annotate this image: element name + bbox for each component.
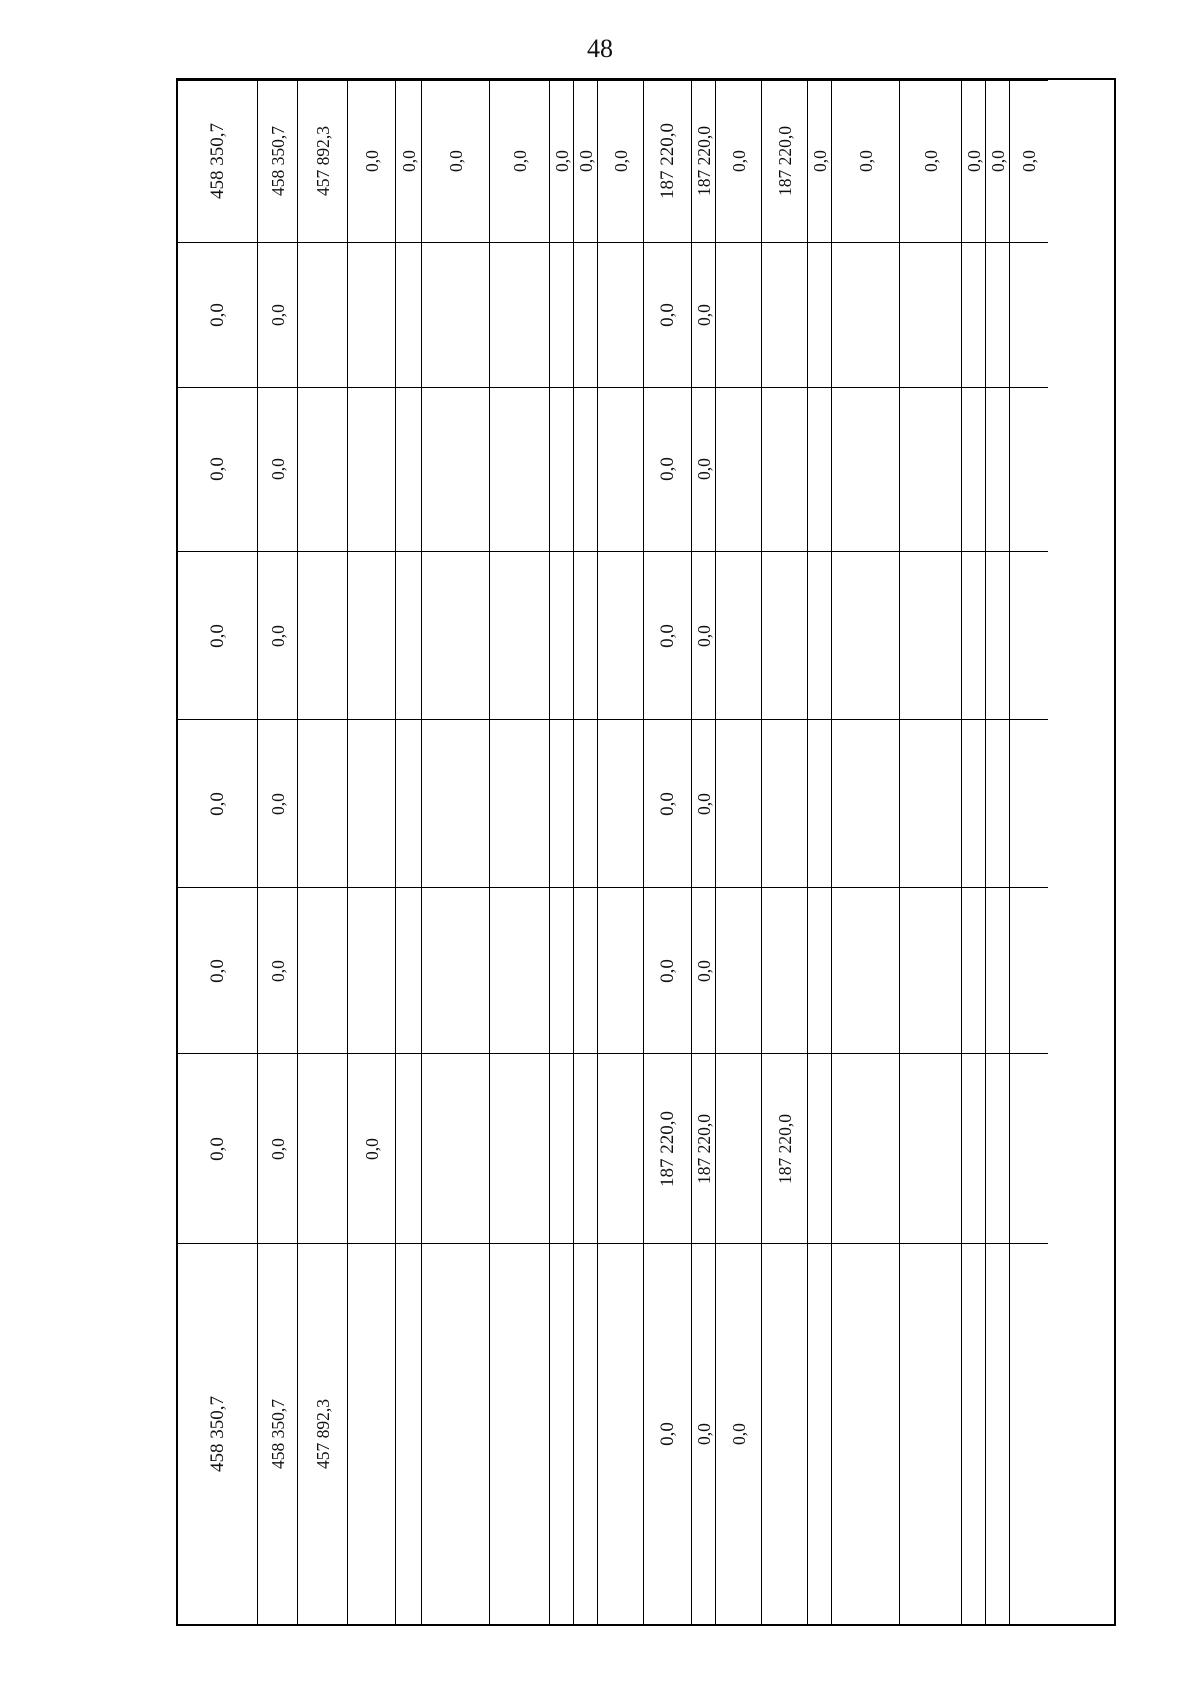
value-cell — [716, 887, 761, 1054]
value-cell-total — [598, 80, 643, 242]
value-cell — [1010, 887, 1048, 1054]
table-row — [716, 80, 762, 1624]
table-row — [348, 80, 396, 1624]
value-cell — [598, 887, 643, 1054]
value-cell — [808, 387, 831, 551]
value-cell — [900, 551, 961, 720]
value-text: 0,0 — [267, 959, 288, 982]
value-cell — [1010, 387, 1048, 551]
value-text: 0,0 — [267, 303, 288, 326]
value-cell — [396, 242, 421, 388]
table-row — [422, 80, 490, 1624]
value-text: 0,0 — [267, 1137, 288, 1160]
value-cell — [762, 719, 807, 887]
value-cell — [574, 551, 597, 720]
value-cell — [1010, 1053, 1048, 1243]
value-cell — [692, 719, 715, 887]
value-text: 0,0 — [963, 150, 984, 173]
value-cell — [716, 1053, 761, 1243]
value-cell — [808, 719, 831, 887]
value-cell — [396, 387, 421, 551]
value-cell-total — [1010, 80, 1048, 242]
value-cell — [900, 242, 961, 388]
value-cell — [598, 1053, 643, 1243]
page-number: 48 — [587, 34, 613, 63]
value-cell-total — [762, 80, 807, 242]
value-cell — [298, 1053, 347, 1243]
value-cell — [808, 1243, 831, 1624]
value-cell — [762, 1243, 807, 1624]
value-cell-total — [716, 80, 761, 242]
value-cell — [832, 887, 899, 1054]
value-cell — [986, 719, 1009, 887]
value-cell — [298, 242, 347, 388]
value-cell — [490, 887, 549, 1054]
value-text: 0,0 — [206, 303, 228, 327]
value-text: 0,0 — [656, 457, 678, 482]
value-cell — [962, 551, 985, 720]
value-cell — [692, 887, 715, 1054]
value-text: 187 220,0 — [774, 126, 795, 197]
value-cell — [490, 1053, 549, 1243]
value-text: 458 350,7 — [267, 1398, 288, 1469]
value-cell-total — [348, 80, 395, 242]
value-cell — [258, 387, 297, 551]
value-text: 0,0 — [206, 623, 228, 648]
value-cell — [900, 887, 961, 1054]
value-text: 0,0 — [809, 150, 830, 173]
table-row — [808, 80, 832, 1624]
value-text: 0,0 — [656, 1422, 678, 1446]
value-cell — [762, 387, 807, 551]
value-cell-total — [962, 80, 985, 242]
value-cell — [258, 242, 297, 388]
value-cell — [692, 1243, 715, 1624]
value-text: 187 220,0 — [774, 1113, 795, 1184]
value-cell — [422, 887, 489, 1054]
value-cell — [962, 719, 985, 887]
value-cell — [900, 1053, 961, 1243]
value-cell — [574, 1053, 597, 1243]
value-cell-total — [258, 80, 297, 242]
value-text: 0,0 — [693, 303, 714, 326]
value-cell — [1010, 719, 1048, 887]
value-text: 187 220,0 — [693, 1113, 714, 1184]
value-cell-total — [692, 80, 715, 242]
value-cell — [422, 551, 489, 720]
value-cell — [348, 551, 395, 720]
value-cell — [808, 242, 831, 388]
value-cell — [832, 719, 899, 887]
value-cell — [298, 387, 347, 551]
value-cell — [490, 551, 549, 720]
value-cell — [422, 387, 489, 551]
value-text: 0,0 — [1018, 150, 1039, 173]
value-cell — [986, 1243, 1009, 1624]
value-cell — [490, 1243, 549, 1624]
table-row — [396, 80, 422, 1624]
value-cell — [832, 1053, 899, 1243]
value-cell — [962, 387, 985, 551]
value-cell — [1010, 1243, 1048, 1624]
value-cell — [550, 387, 573, 551]
value-cell — [550, 719, 573, 887]
value-text: 458 350,7 — [206, 1395, 228, 1472]
value-cell — [396, 551, 421, 720]
table-row — [258, 80, 298, 1624]
value-cell — [962, 242, 985, 388]
value-cell — [574, 719, 597, 887]
table-row — [900, 80, 962, 1624]
value-cell — [692, 242, 715, 388]
value-text: 0,0 — [206, 958, 228, 983]
value-cell — [178, 242, 257, 388]
value-cell — [574, 887, 597, 1054]
value-text: 457 892,3 — [312, 1398, 333, 1469]
value-cell — [692, 551, 715, 720]
value-cell — [598, 387, 643, 551]
value-cell — [598, 1243, 643, 1624]
value-cell — [396, 887, 421, 1054]
value-text: 187 220,0 — [693, 126, 714, 197]
value-text: 0,0 — [920, 150, 941, 173]
value-text: 0,0 — [575, 150, 596, 173]
value-cell — [422, 1053, 489, 1243]
value-cell — [808, 551, 831, 720]
value-cell — [574, 387, 597, 551]
value-cell — [550, 887, 573, 1054]
value-text: 0,0 — [445, 150, 466, 173]
value-cell — [348, 719, 395, 887]
value-cell — [986, 887, 1009, 1054]
value-cell — [298, 887, 347, 1054]
value-cell-total — [396, 80, 421, 242]
value-cell-total — [644, 80, 691, 242]
value-cell — [644, 1243, 691, 1624]
value-cell-total — [808, 80, 831, 242]
value-cell — [348, 1053, 395, 1243]
value-cell — [348, 887, 395, 1054]
value-cell — [178, 1053, 257, 1243]
value-text: 187 220,0 — [656, 123, 678, 200]
value-cell — [258, 1243, 297, 1624]
value-text: 0,0 — [267, 458, 288, 481]
value-cell — [178, 1243, 257, 1624]
value-text: 0,0 — [361, 150, 382, 173]
value-text: 0,0 — [656, 623, 678, 648]
value-text: 0,0 — [656, 791, 678, 816]
table-row — [598, 80, 644, 1624]
value-cell-total — [986, 80, 1009, 242]
value-text: 0,0 — [656, 303, 678, 327]
value-cell — [490, 387, 549, 551]
value-cell — [986, 242, 1009, 388]
value-cell — [550, 1053, 573, 1243]
value-text: 0,0 — [610, 150, 631, 173]
value-cell — [490, 719, 549, 887]
table-row — [962, 80, 986, 1624]
value-cell — [962, 1243, 985, 1624]
value-cell — [258, 551, 297, 720]
value-text: 0,0 — [693, 624, 714, 647]
value-cell — [550, 551, 573, 720]
value-text: 0,0 — [551, 150, 572, 173]
value-cell — [692, 1053, 715, 1243]
value-cell — [692, 387, 715, 551]
value-cell — [178, 719, 257, 887]
value-text: 457 892,3 — [312, 126, 333, 197]
table-row — [1010, 80, 1048, 1624]
value-cell — [644, 551, 691, 720]
value-cell-total — [422, 80, 489, 242]
value-cell — [598, 719, 643, 887]
value-text: 0,0 — [206, 457, 228, 482]
value-cell — [396, 719, 421, 887]
table-row — [574, 80, 598, 1624]
table-row — [762, 80, 808, 1624]
value-cell — [490, 242, 549, 388]
table-row — [986, 80, 1010, 1624]
value-cell — [598, 242, 643, 388]
value-text: 0,0 — [509, 150, 530, 173]
value-cell — [298, 719, 347, 887]
value-cell — [644, 719, 691, 887]
value-cell — [832, 551, 899, 720]
value-cell — [396, 1053, 421, 1243]
value-cell — [832, 1243, 899, 1624]
value-cell — [808, 887, 831, 1054]
value-cell — [986, 1053, 1009, 1243]
value-text: 0,0 — [206, 791, 228, 816]
value-cell — [550, 242, 573, 388]
table-row — [550, 80, 574, 1624]
value-cell — [962, 1053, 985, 1243]
value-cell — [716, 719, 761, 887]
value-cell — [422, 1243, 489, 1624]
table-row — [692, 80, 716, 1624]
value-cell — [396, 1243, 421, 1624]
value-cell — [422, 242, 489, 388]
value-cell — [762, 551, 807, 720]
value-text: 0,0 — [728, 150, 749, 173]
value-cell — [986, 551, 1009, 720]
value-text: 0,0 — [361, 1137, 382, 1160]
value-cell — [178, 551, 257, 720]
value-cell — [644, 242, 691, 388]
value-cell — [574, 1243, 597, 1624]
value-cell — [986, 387, 1009, 551]
table-row — [298, 80, 348, 1624]
value-cell — [716, 242, 761, 388]
value-cell — [298, 1243, 347, 1624]
value-cell-total — [490, 80, 549, 242]
value-cell — [716, 387, 761, 551]
value-cell — [178, 387, 257, 551]
value-cell — [550, 1243, 573, 1624]
value-cell-total — [178, 80, 257, 242]
value-cell — [422, 719, 489, 887]
value-cell — [574, 242, 597, 388]
value-cell-total — [900, 80, 961, 242]
value-cell — [644, 887, 691, 1054]
value-cell — [348, 387, 395, 551]
value-cell — [762, 1053, 807, 1243]
value-cell — [298, 551, 347, 720]
value-cell — [178, 887, 257, 1054]
value-text: 0,0 — [728, 1423, 749, 1445]
value-cell — [962, 887, 985, 1054]
value-cell — [348, 242, 395, 388]
value-cell — [762, 242, 807, 388]
value-text: 0,0 — [656, 958, 678, 983]
value-cell — [900, 387, 961, 551]
value-text: 458 350,7 — [267, 126, 288, 197]
value-cell-total — [298, 80, 347, 242]
value-text: 0,0 — [855, 150, 876, 173]
value-cell — [1010, 242, 1048, 388]
value-cell-total — [574, 80, 597, 242]
value-cell — [716, 1243, 761, 1624]
value-cell — [900, 1243, 961, 1624]
value-text: 0,0 — [267, 792, 288, 815]
value-text: 0,0 — [398, 150, 419, 173]
value-text: 187 220,0 — [656, 1110, 678, 1187]
value-text: 458 350,7 — [206, 123, 228, 200]
value-cell — [644, 1053, 691, 1243]
value-cell-total — [832, 80, 899, 242]
value-text: 0,0 — [693, 792, 714, 815]
value-cell — [258, 1053, 297, 1243]
value-cell — [832, 387, 899, 551]
value-cell — [348, 1243, 395, 1624]
budget-table — [176, 78, 1116, 1626]
table-row — [178, 80, 258, 1624]
table-row — [832, 80, 900, 1624]
value-text: 0,0 — [693, 458, 714, 481]
value-text: 0,0 — [987, 150, 1008, 173]
value-text: 0,0 — [693, 1423, 714, 1445]
value-cell — [716, 551, 761, 720]
value-cell — [1010, 551, 1048, 720]
value-cell — [258, 887, 297, 1054]
value-cell — [644, 387, 691, 551]
value-cell — [762, 887, 807, 1054]
value-cell — [808, 1053, 831, 1243]
value-text: 0,0 — [693, 959, 714, 982]
value-cell-total — [550, 80, 573, 242]
value-cell — [832, 242, 899, 388]
value-text: 0,0 — [267, 624, 288, 647]
table-row — [490, 80, 550, 1624]
value-text: 0,0 — [206, 1136, 228, 1161]
table-row — [644, 80, 692, 1624]
value-cell — [258, 719, 297, 887]
value-cell — [598, 551, 643, 720]
value-cell — [900, 719, 961, 887]
